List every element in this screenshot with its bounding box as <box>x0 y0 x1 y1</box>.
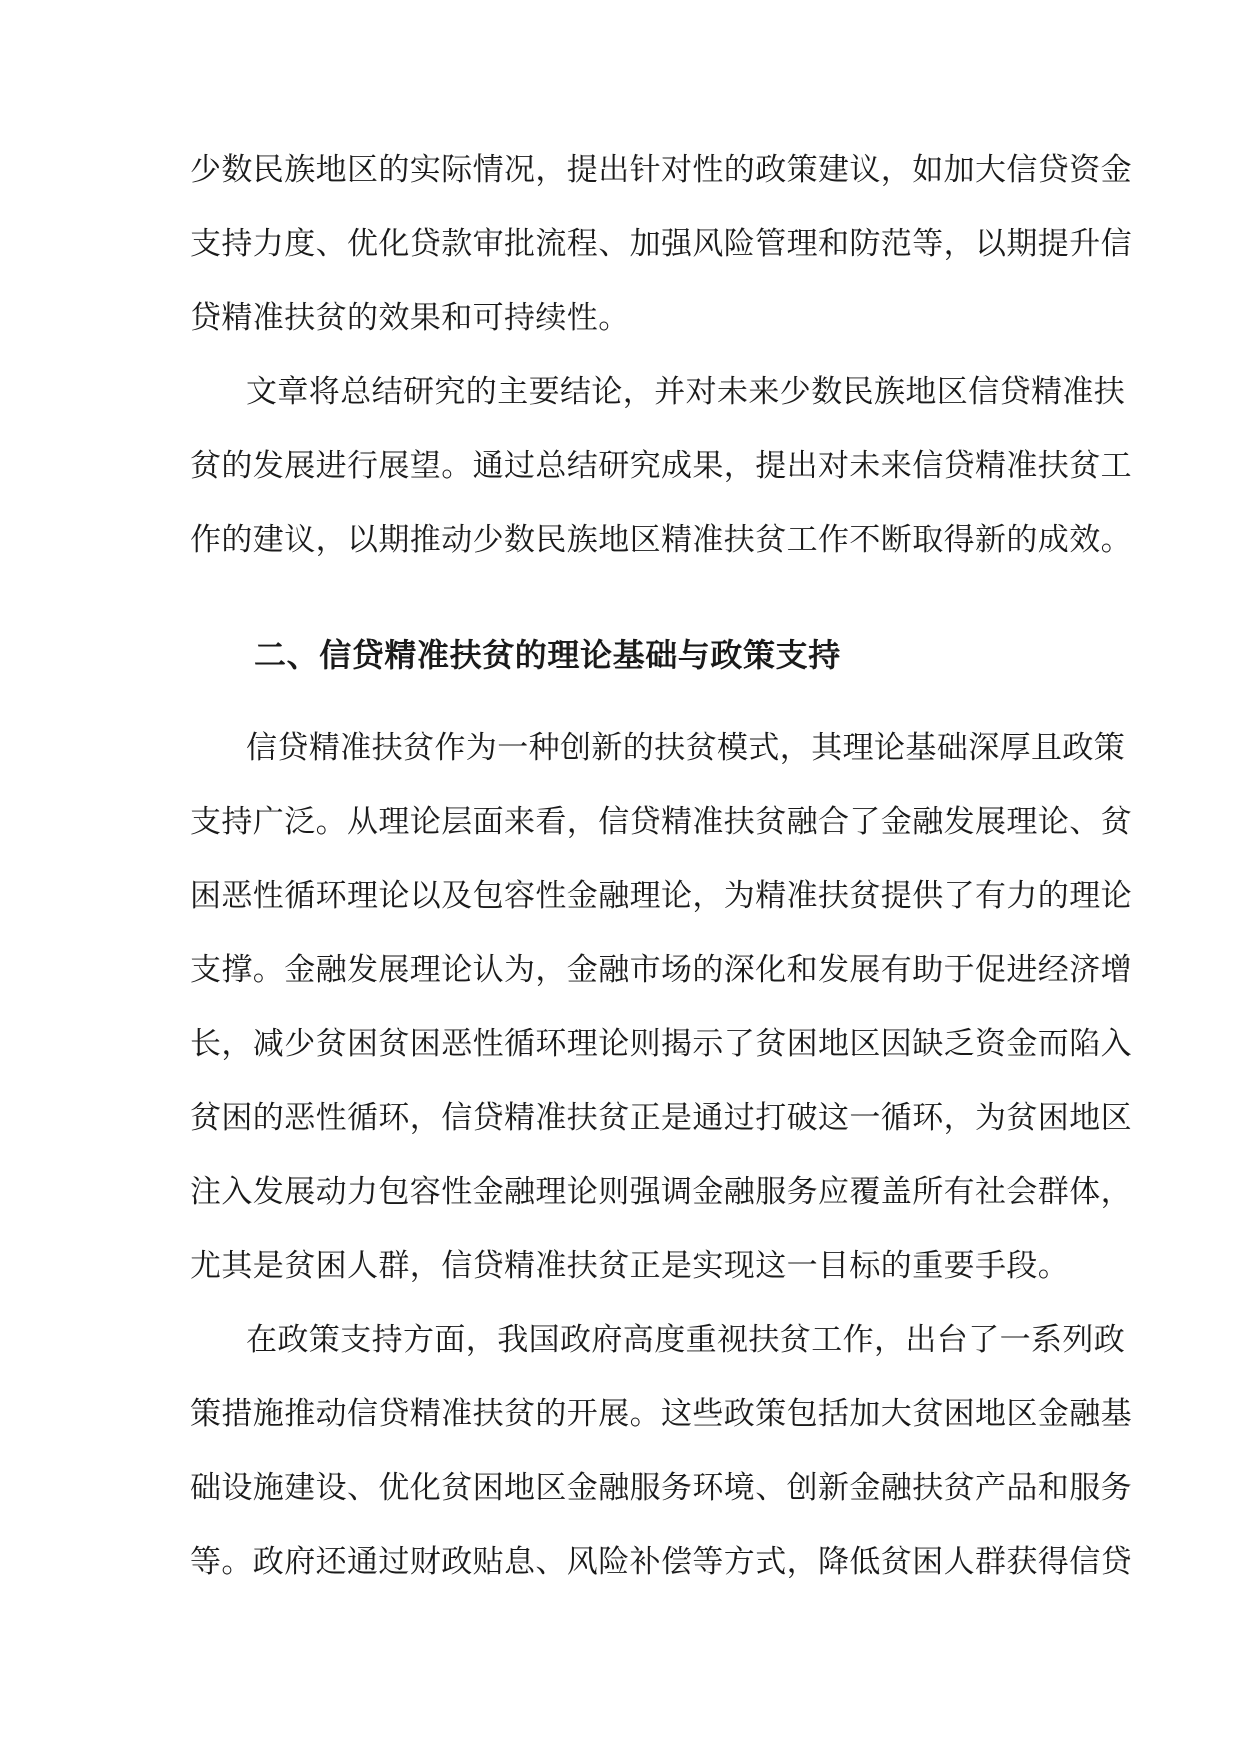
paragraph-4-line-4: 等。政府还通过财政贴息、风险补偿等方式，降低贫困人群获得信贷 <box>190 1544 1132 1580</box>
paragraph-1-line-1: 少数民族地区的实际情况，提出针对性的政策建议，如加大信贷资金 <box>190 152 1132 188</box>
paragraph-4-line-3: 础设施建设、优化贫困地区金融服务环境、创新金融扶贫产品和服务 <box>190 1470 1132 1506</box>
paragraph-1-line-2: 支持力度、优化贷款审批流程、加强风险管理和防范等，以期提升信 <box>190 226 1132 262</box>
paragraph-3-line-2: 支持广泛。从理论层面来看，信贷精准扶贫融合了金融发展理论、贫 <box>190 804 1132 840</box>
section-heading: 二、信贷精准扶贫的理论基础与政策支持 <box>254 636 841 674</box>
paragraph-3-line-7: 注入发展动力包容性金融理论则强调金融服务应覆盖所有社会群体， <box>190 1174 1132 1210</box>
paragraph-2-line-1: 文章将总结研究的主要结论，并对未来少数民族地区信贷精准扶 <box>246 374 1126 410</box>
paragraph-3-line-8: 尤其是贫困人群，信贷精准扶贫正是实现这一目标的重要手段。 <box>190 1248 1070 1284</box>
paragraph-3-line-6: 贫困的恶性循环，信贷精准扶贫正是通过打破这一循环，为贫困地区 <box>190 1100 1132 1136</box>
paragraph-4-line-2: 策措施推动信贷精准扶贫的开展。这些政策包括加大贫困地区金融基 <box>190 1396 1132 1432</box>
paragraph-3-line-4: 支撑。金融发展理论认为，金融市场的深化和发展有助于促进经济增 <box>190 952 1132 988</box>
paragraph-1-line-3: 贷精准扶贫的效果和可持续性。 <box>190 300 630 336</box>
paragraph-3-line-1: 信贷精准扶贫作为一种创新的扶贫模式，其理论基础深厚且政策 <box>246 730 1126 766</box>
paragraph-3-line-5: 长，减少贫困贫困恶性循环理论则揭示了贫困地区因缺乏资金而陷入 <box>190 1026 1132 1062</box>
paragraph-2-line-3: 作的建议，以期推动少数民族地区精准扶贫工作不断取得新的成效。 <box>190 522 1132 558</box>
paragraph-3-line-3: 困恶性循环理论以及包容性金融理论，为精准扶贫提供了有力的理论 <box>190 878 1132 914</box>
paragraph-2-line-2: 贫的发展进行展望。通过总结研究成果，提出对未来信贷精准扶贫工 <box>190 448 1132 484</box>
paragraph-4-line-1: 在政策支持方面，我国政府高度重视扶贫工作，出台了一系列政 <box>246 1322 1126 1358</box>
